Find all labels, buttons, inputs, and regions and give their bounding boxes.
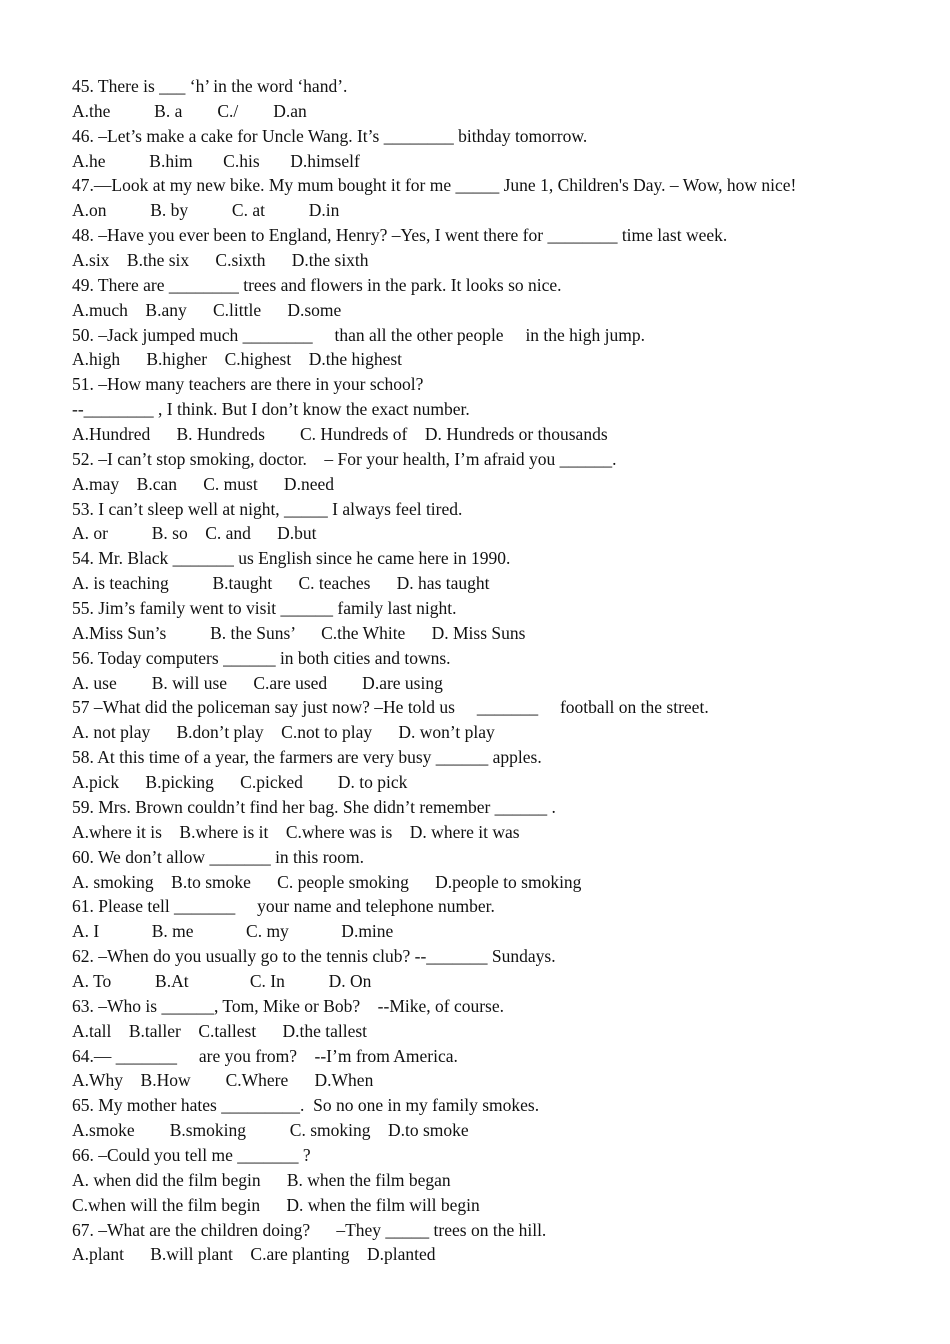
- question-stem: 50. –Jack jumped much ________ than all the other people in the high jump.: [72, 324, 646, 345]
- question-stem: 51. –How many teachers are there in your school?: [72, 374, 424, 395]
- question-options: A.pick B.picking C.picked D. to pick: [72, 772, 408, 793]
- question-sheet: [72, 74, 902, 1267]
- question-options: A.may B.can C. must D.need: [72, 473, 334, 494]
- question-options: A.he B.him C.his D.himself: [72, 150, 360, 171]
- question-options: A. use B. will use C.are used D.are using: [72, 672, 443, 693]
- question-stem: 48. –Have you ever been to England, Henry? –Yes, I went there for ________ time last week.: [72, 225, 728, 246]
- question-options: A.smoke B.smoking C. smoking D.to smoke: [72, 1120, 469, 1141]
- question-stem: 47.—Look at my new bike. My mum bought it for me _____ June 1, Children's Day. – Wow, how nice!: [72, 175, 797, 196]
- question-options: A.on B. by C. at D.in: [72, 200, 340, 221]
- question-stem: 58. At this time of a year, the farmers are very busy ______ apples.: [72, 747, 542, 768]
- question-stem: 59. Mrs. Brown couldn’t find her bag. She didn’t remember ______ .: [72, 796, 556, 817]
- question-stem: 57 –What did the policeman say just now? –He told us _______ football on the street.: [72, 697, 709, 718]
- question-stem: 67. –What are the children doing? –They _____ trees on the hill.: [72, 1219, 547, 1240]
- question-options: A.plant B.will plant C.are planting D.planted: [72, 1244, 436, 1265]
- question-stem: 56. Today computers ______ in both cities and towns.: [72, 647, 451, 668]
- question-stem: 46. –Let’s make a cake for Uncle Wang. It’s ________ bithday tomorrow.: [72, 125, 588, 146]
- question-stem: 53. I can’t sleep well at night, _____ I always feel tired.: [72, 498, 463, 519]
- question-stem: 49. There are ________ trees and flowers in the park. It looks so nice.: [72, 274, 562, 295]
- question-options: A. smoking B.to smoke C. people smoking D.people to smoking: [72, 871, 582, 892]
- question-options: A.Why B.How C.Where D.When: [72, 1070, 374, 1091]
- question-options: A. I B. me C. my D.mine: [72, 921, 394, 942]
- question-options: A.tall B.taller C.tallest D.the tallest: [72, 1020, 368, 1041]
- question-stem: 60. We don’t allow _______ in this room.: [72, 846, 365, 867]
- question-options: A. To B.At C. In D. On: [72, 970, 372, 991]
- question-options: A. is teaching B.taught C. teaches D. has taught: [72, 573, 490, 594]
- question-options: C.when will the film begin D. when the film will begin: [72, 1194, 480, 1215]
- question-stem: 61. Please tell _______ your name and telephone number.: [72, 896, 495, 917]
- question-options: A. when did the film begin B. when the film began: [72, 1169, 451, 1190]
- question-options: A.the B. a C./ D.an: [72, 100, 307, 121]
- question-options: A. not play B.don’t play C.not to play D. won’t play: [72, 722, 495, 743]
- question-stem: 64.— _______ are you from? --I’m from America.: [72, 1045, 458, 1066]
- question-options: A.high B.higher C.highest D.the highest: [72, 349, 403, 370]
- question-stem: 52. –I can’t stop smoking, doctor. – For your health, I’m afraid you ______.: [72, 448, 617, 469]
- question-options: A.much B.any C.little D.some: [72, 299, 342, 320]
- question-options: A.where it is B.where is it C.where was is D. where it was: [72, 821, 520, 842]
- question-stem: 45. There is ___ ‘h’ in the word ‘hand’.: [72, 76, 348, 96]
- question-options: A.six B.the six C.sixth D.the sixth: [72, 250, 369, 271]
- question-stem: 65. My mother hates _________. So no one in my family smokes.: [72, 1095, 540, 1116]
- question-options: A.Hundred B. Hundreds C. Hundreds of D. Hundreds or thousands: [72, 424, 608, 445]
- question-stem: 62. –When do you usually go to the tennis club? --_______ Sundays.: [72, 946, 556, 967]
- question-stem: 63. –Who is ______, Tom, Mike or Bob? --Mike, of course.: [72, 995, 505, 1016]
- question-answer-line: --________ , I think. But I don’t know the exact number.: [72, 399, 470, 420]
- question-stem: 55. Jim’s family went to visit ______ family last night.: [72, 598, 457, 619]
- question-options: A. or B. so C. and D.but: [72, 523, 317, 544]
- question-stem: 54. Mr. Black _______ us English since he came here in 1990.: [72, 548, 511, 569]
- question-stem: 66. –Could you tell me _______ ?: [72, 1144, 311, 1165]
- question-options: A.Miss Sun’s B. the Suns’ C.the White D. Miss Suns: [72, 622, 526, 643]
